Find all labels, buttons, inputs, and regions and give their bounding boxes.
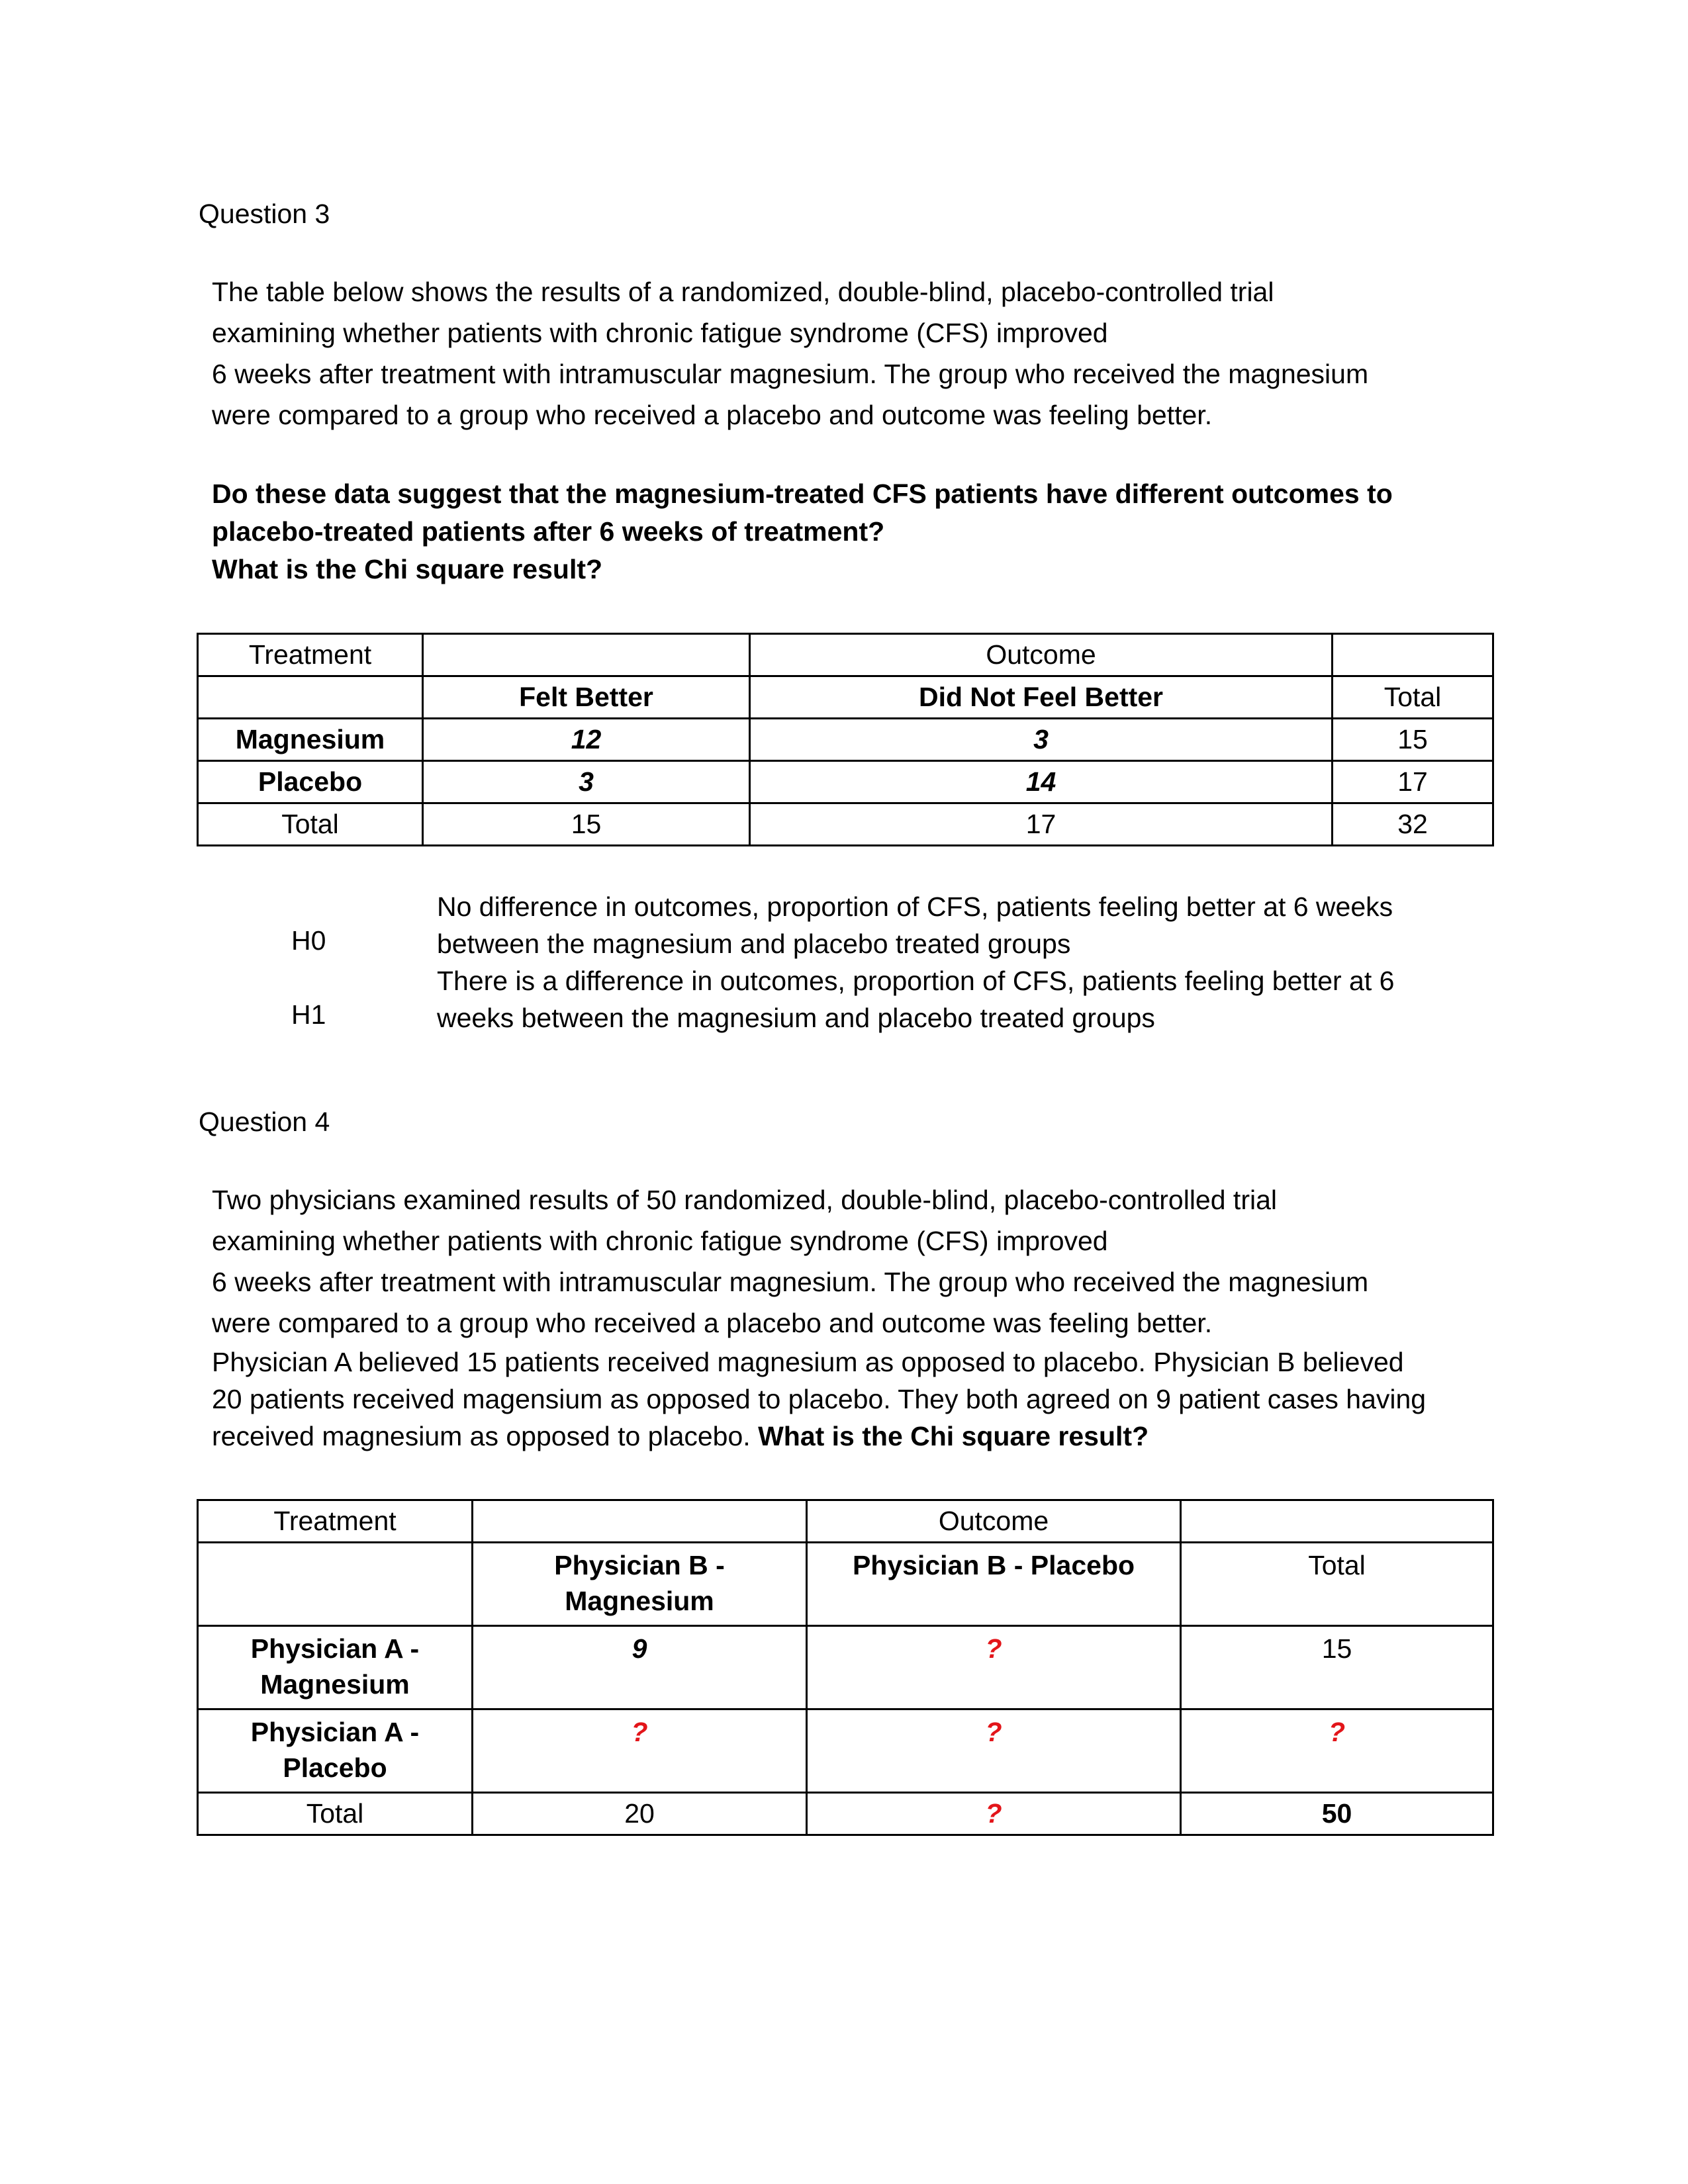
unknown-cell: ?: [807, 1793, 1181, 1835]
question-4-contingency-table: [197, 1499, 1494, 1836]
row-label: Physician A - Magnesium: [198, 1626, 473, 1709]
table-row: [198, 1793, 1493, 1835]
intro-line: were compared to a group who received a placebo and outcome was feeling better.: [212, 1308, 1213, 1338]
header-cell: Did Not Feel Better: [750, 676, 1333, 719]
question-3-intro: [212, 271, 1483, 435]
question-3-contingency-table: [197, 633, 1494, 846]
header-cell: [423, 634, 750, 676]
table-cell: 15: [1333, 719, 1493, 761]
h1-text: [437, 962, 1394, 1036]
detail-line: Physician A believed 15 patients received magnesium as opposed to placebo. Physician B believed: [212, 1347, 1404, 1377]
header-cell: Treatment: [198, 634, 423, 676]
intro-line: 6 weeks after treatment with intramuscular magnesium. The group who received the magnesium: [212, 359, 1369, 389]
header-cell: Outcome: [807, 1500, 1181, 1543]
table-row: [198, 719, 1493, 761]
header-cell: Outcome: [750, 634, 1333, 676]
table-header-row: [198, 676, 1493, 719]
row-label: Total: [198, 803, 423, 846]
prompt-line: What is the Chi square result?: [212, 554, 603, 584]
h1-label: H1: [291, 999, 326, 1030]
header-cell: [473, 1500, 807, 1543]
header-cell: [1333, 634, 1493, 676]
intro-line: Two physicians examined results of 50 randomized, double-blind, placebo-controlled trial: [212, 1185, 1277, 1215]
table-cell: 20: [473, 1793, 807, 1835]
unknown-cell: ?: [473, 1709, 807, 1793]
row-label: Magnesium: [198, 719, 423, 761]
table-cell: 15: [1181, 1626, 1493, 1709]
table-cell: 17: [750, 803, 1333, 846]
table-cell: 3: [423, 761, 750, 803]
row-label: Placebo: [198, 761, 423, 803]
row-label: Total: [198, 1793, 473, 1835]
table-header-row: [198, 1500, 1493, 1543]
table-cell: 9: [473, 1626, 807, 1709]
h0-line: between the magnesium and placebo treated groups: [437, 929, 1071, 959]
table-cell: 17: [1333, 761, 1493, 803]
table-row: [198, 761, 1493, 803]
detail-line: [212, 1418, 1483, 1455]
intro-line: examining whether patients with chronic fatigue syndrome (CFS) improved: [212, 318, 1108, 348]
prompt-line: placebo-treated patients after 6 weeks of treatment?: [212, 516, 885, 547]
table-header-row: [198, 634, 1493, 676]
table-row: [198, 1626, 1493, 1709]
unknown-cell: ?: [807, 1709, 1181, 1793]
question-3-prompt: [212, 475, 1483, 588]
intro-line: were compared to a group who received a placebo and outcome was feeling better.: [212, 400, 1213, 430]
unknown-cell: ?: [807, 1626, 1181, 1709]
h1-line: There is a difference in outcomes, proportion of CFS, patients feeling better at 6: [437, 966, 1395, 996]
table-row: [198, 1709, 1493, 1793]
table-cell: 14: [750, 761, 1333, 803]
table-row: [198, 803, 1493, 846]
detail-line: 20 patients received magensium as opposed to placebo. They both agreed on 9 patient cases having: [212, 1384, 1427, 1414]
detail-text: received magnesium as opposed to placebo.: [212, 1421, 759, 1451]
h0-text: [437, 888, 1393, 962]
h0-line: No difference in outcomes, proportion of CFS, patients feeling better at 6 weeks: [437, 891, 1393, 922]
header-cell: Physician B - Magnesium: [473, 1543, 807, 1626]
unknown-cell: ?: [1181, 1709, 1493, 1793]
question-3-title: Question 3: [199, 199, 330, 229]
table-cell: 15: [423, 803, 750, 846]
header-cell: Total: [1181, 1543, 1493, 1626]
row-label: Physician A - Placebo: [198, 1709, 473, 1793]
table-cell: 50: [1181, 1793, 1493, 1835]
question-4-intro: [212, 1179, 1483, 1343]
prompt-line: Do these data suggest that the magnesium-treated CFS patients have different outcomes to: [212, 478, 1393, 509]
header-cell: [198, 676, 423, 719]
h1-line: weeks between the magnesium and placebo treated groups: [437, 1003, 1155, 1033]
question-4-prompt: What is the Chi square result?: [758, 1421, 1149, 1451]
table-cell: 12: [423, 719, 750, 761]
intro-line: examining whether patients with chronic fatigue syndrome (CFS) improved: [212, 1226, 1108, 1256]
header-cell: Total: [1333, 676, 1493, 719]
intro-line: 6 weeks after treatment with intramuscular magnesium. The group who received the magnesium: [212, 1267, 1369, 1297]
question-4-details: [212, 1343, 1483, 1455]
header-cell: [1181, 1500, 1493, 1543]
table-cell: 32: [1333, 803, 1493, 846]
h0-label: H0: [291, 925, 326, 956]
header-cell: Treatment: [198, 1500, 473, 1543]
intro-line: The table below shows the results of a randomized, double-blind, placebo-controlled trial: [212, 277, 1274, 307]
header-cell: Felt Better: [423, 676, 750, 719]
header-cell: [198, 1543, 473, 1626]
table-cell: 3: [750, 719, 1333, 761]
table-header-row: [198, 1543, 1493, 1626]
header-cell: Physician B - Placebo: [807, 1543, 1181, 1626]
question-4-title: Question 4: [199, 1107, 330, 1137]
